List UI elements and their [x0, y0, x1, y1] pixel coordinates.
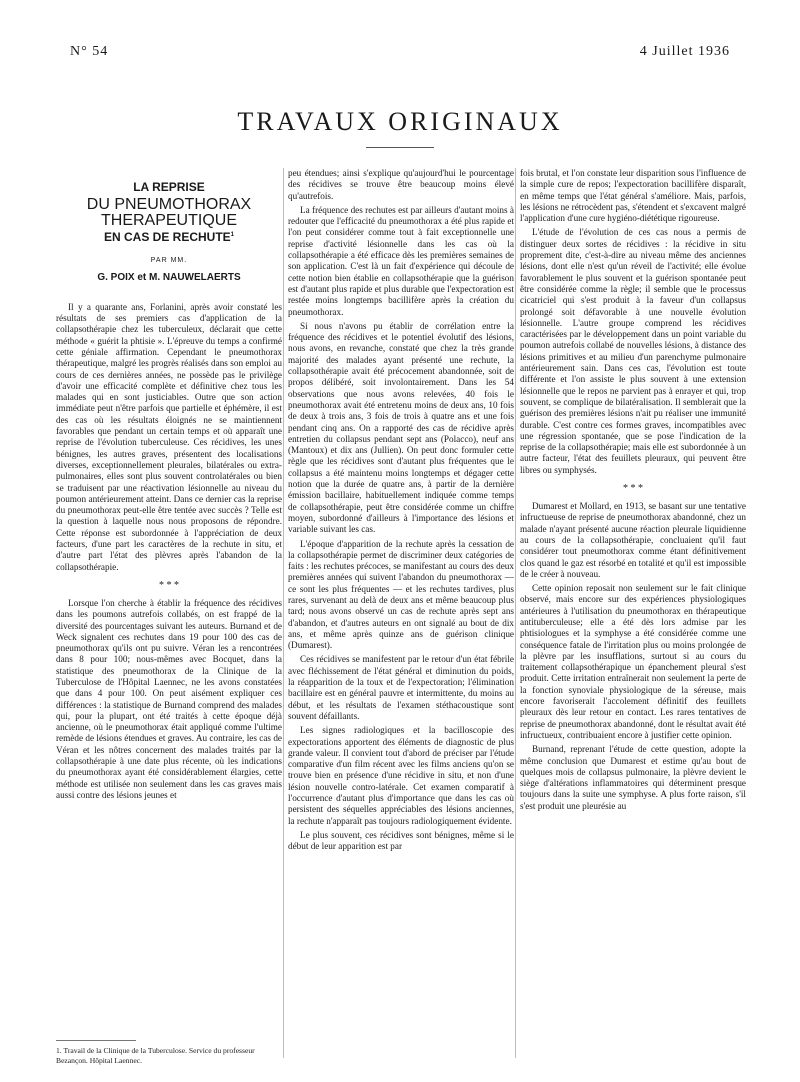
paragraph: fois brutal, et l'on constate leur disparition sous l'influence de la simple cure de repos; l'expectoration bacillifère disparaît, en même temps que l'état général s'améliore. Mais, parfois, les lésions ne rétrocèdent pas, s'étendent et s'excavent malgré l'application d'une cure hygiéno-diététique rigoureuse. — [520, 168, 746, 224]
footnote: 1. Travail de la Clinique de la Tuberculose. Service du professeur Bezançon. Hôpital Laennec. — [56, 1046, 255, 1065]
issue-number: N° 54 — [70, 44, 109, 59]
paragraph: Lorsque l'on cherche à établir la fréquence des récidives dans les poumons autrefois collabés, on est frappé de la diversité des pourcentages suivant les auteurs. Burnand et de Weck signalent ces rechutes dans 19 pour 100 des cas de pneumothorax qu'ils ont pu suivre. Véran les a rencontrées dans 8 pour 100; nous-mêmes avec Bocquet, dans la statistique des pneumothorax de la Clinique de la Tuberculose de l'Hôpital Laennec, ne les avons constatées que dans 4 pour 100. On peut aisément expliquer ces différences : la statistique de Burnand comprend des malades qui, pour la plupart, ont été traités à cette époque déjà ancienne, où le pneumothorax était appliqué comme l'ultime remède de lésions étendues et graves. Au contraire, les cas de Véran et les nôtres concernent des malades traités par la collapsothérapie à une date plus récente, où les indications du pneumothorax ayant été considérablement élargies, cette méthode est utilisée non seulement dans les cas graves mais aussi contre des lésions jeunes et — [56, 597, 282, 800]
column-1 — [56, 182, 282, 1042]
article-title-line: LA REPRISE — [133, 182, 205, 194]
column-divider — [283, 168, 284, 1058]
paragraph: Les signes radiologiques et la bacilloscopie des expectorations apportent des éléments de diagnostic de plus grande valeur. Il convient tout d'abord de préciser par l'étude comparative d'un film récent avec les films anciens qu'on se trouve bien en présence d'une récidive in situ, et non d'une lésion nouvelle contro-latérale. Cet examen comparatif à l'occurrence d'autant plus d'importance que dans les cas où persistent des séquelles appréciables des lésions anciennes, la rechute n'apparaît pas toujours radiologiquement évidente. — [288, 725, 514, 826]
paragraph: Cette opinion reposait non seulement sur le fait clinique observé, mais encore sur des expériences physiologiques antérieures à l'utilisation du pneumothorax en thérapeutique antituberculeuse; elle a été dès lors admise par les phtisiologues et la symphyse a été considérée comme une conséquence fatale de l'irritation plus ou moins prolongée de la plèvre par les insufflations, surtout si au cours du traitement collapsothérapique un épanchement pleural s'est produit. Cette irritation entraînerait non seulement la perte de la fonction synoviale physiologique de la séreuse, mais encore favoriserait l'accolement définitif des feuillets pleuraux dès leur retour en contact. Les rares tentatives de reprise de pneumothorax abandonné, dont le résultat avait été infructueux, contribuaient encore à justifier cette opinion. — [520, 583, 746, 740]
article-title-line: DU PNEUMOTHORAX — [86, 196, 252, 214]
paragraph: Si nous n'avons pu établir de corrélation entre la fréquence des récidives et le potentiel évolutif des lésions, nous avons, en revanche, constaté que chez la très grande majorité des malades ayant présenté une rechute, la collapsothérapie avait été précocement abandonnée, soit de propos délibéré, soit involontairement. Dans les 54 observations que nous avons relevées, 40 fois le pneumothorax avait été entretenu moins de deux ans, 10 fois de deux à trois ans, 3 fois de trois à quatre ans et une fois pendant cinq ans. On a rapporté des cas de récidive après entretien du collapsus pendant sept ans (Polacco), neuf ans (Mantoux) et dix ans (Jullien). On peut donc formuler cette règle que les récidives sont d'autant plus fréquentes que le collapsus a été maintenu moins longtemps et dégager cette notion que la durée de quatre ans, à partir de la dernière émission bacillaire, habituellement indiquée comme temps de collapsothérapie, peut être considérée comme un chiffre moyen, subordonné d'ailleurs à l'importance des lésions et variable suivant les cas. — [288, 320, 514, 535]
column-3 — [520, 168, 746, 1054]
paragraph: L'époque d'apparition de la rechute après la cessation de la collapsothérapie permet de discriminer deux catégories de faits : les rechutes précoces, se manifestant au cours des deux premières années qui suivent l'abandon du pneumothorax — ce sont les plus fréquentes — et les rechutes tardives, plus rares, survenant au delà de deux ans et même beaucoup plus tard; nous avons observé un cas de rechute après sept ans d'abandon, et d'autres auteurs en ont signalé au bout de dix ans, et même après quinze ans de guérison clinique (Dumarest). — [288, 538, 514, 651]
article-heading — [56, 182, 282, 284]
paragraph: Burnand, reprenant l'étude de cette question, adopte la même conclusion que Dumarest et estime qu'au bout de quelques mois de collapsus pulmonaire, la plèvre devient le siège d'altérations inflammatoires qui déterminent presque toujours dans la suite une symphyse. A plus forte raison, s'il s'est produit une pleurésie au — [520, 744, 746, 811]
column-divider — [515, 168, 516, 1058]
authors: G. POIX et M. NAUWELAERTS — [97, 272, 241, 284]
paragraph: Ces récidives se manifestent par le retour d'un état fébrile avec fléchissement de l'état général et diminution du poids, la réapparition de la toux et de l'expectoration; l'élimination bacillaire est en général pauvre et intermittente, du moins au début, et les résultats de l'examen stéthacoustique sont souvent défaillants. — [288, 654, 514, 721]
article-title-line: EN CAS DE RECHUTE$^1$ — [103, 229, 235, 244]
section-separator: * * * — [159, 579, 179, 591]
column-2 — [288, 168, 514, 1054]
paragraph: Le plus souvent, ces récidives sont bénignes, même si le début de leur apparition est par — [288, 829, 514, 852]
footnote-divider — [56, 1040, 136, 1041]
byline: PAR MM. — [150, 257, 188, 265]
paragraph: La fréquence des rechutes est par ailleurs d'autant moins à redouter que l'efficacité du pneumothorax a été plus rapide et l'on peut considérer comme tout à fait exceptionnelle une reprise d'activité lésionnelle dans les cas où la collapsothérapie a été efficace dès les premières semaines de son application. C'est là un fait d'expérience qui découle de cette notion bien établie en collapsothérapie que la guérison est d'autant plus rapide et plus durable que l'expectoration est restée moins longtemps bacillifère après la création du pneumothorax. — [288, 204, 514, 317]
paragraph: Il y a quarante ans, Forlanini, après avoir constaté les résultats de ses premiers cas d'application de la collapsothérapie chez les tuberculeux, déclarait que cette méthode « guérit la phtisie ». L'épreuve du temps a confirmé cette géniale affirmation. Cependant le pneumothorax thérapeutique, malgré les progrès réalisés dans son emploi au cours de ces dernières années, ne possède pas le privilège d'avoir une efficacité complète et définitive chez tous les malades qui en sont justiciables. Outre que son action immédiate peut n'être parfois que partielle et éphémère, il est des cas où les résultats éloignés ne se maintiennent favorables que pendant un certain temps et où apparaît une reprise de l'évolution tuberculeuse. Ces récidives, les unes bénignes, les autres graves, présentent des localisations diverses, exceptionnellement pleurales, bilatérales ou extra-pulmonaires, elles sont plus souvent controlatérales ou bien se traduisent par une réactivation lésionnelle au niveau du poumon antérieurement atteint. Dans ce dernier cas la reprise du pneumothorax peut-elle être tentée avec succès ? Telle est la question à laquelle nous nous proposons de répondre. Cette réponse est subordonnée à l'appréciation de deux facteurs, d'une part les caractères de la rechute in situ, et d'autre part l'état des plèvres après l'abandon de la collapsothérapie. — [56, 301, 282, 572]
issue-date: 4 Juillet 1936 — [639, 44, 730, 59]
paragraph: L'étude de l'évolution de ces cas nous a permis de distinguer deux sortes de récidives : la récidive in situ proprement dite, c'est-à-dire au niveau même des anciennes lésions, dont elle n'est qu'un réveil de l'activité; elle évolue favorablement le plus souvent et la guérison spontanée peut être considérée comme la règle; il semble que le processus cicatriciel qui s'est produit à la faveur d'un collapsus prolongé soit défavorable à une nouvelle évolution lésionnelle. L'autre groupe comprend les récidives caractérisées par le développement dans un point variable du poumon autrefois collabé de nouvelles lésions, à distance des lésions primitives et au milieu d'un parenchyme pulmonaire antérieurement sain. Dans ces cas, l'évolution est toute différente et l'on assiste le plus souvent à une extension lésionnelle que le repos ne parvient pas à enrayer et qui, trop souvent, se complique de bilatéralisation. Il semblerait que la guérison des premières lésions n'ait pu réaliser une immunité durable. C'est contre ces formes graves, incompatibles avec une régression spontanée, que se pose l'indication de la reprise de la collapsothérapie; mais elle est subordonnée à un autre facteur, l'état des feuillets pleuraux, qui peuvent être libres ou symphysés. — [520, 227, 746, 475]
paragraph: Dumarest et Mollard, en 1913, se basant sur une tentative infructueuse de reprise de pneumothorax abandonné, chez un malade n'ayant présenté aucune réaction pleurale liquidienne au cours de la collapsothérapie, concluaient qu'il faut considérer tout pneumothorax comme étant définitivement clos quand le gaz est résorbé en totalité et qu'il est impossible de le créer à nouveau. — [520, 501, 746, 579]
article-title-line: THERAPEUTIQUE — [100, 211, 237, 229]
title-divider — [366, 147, 434, 148]
section-separator: * * * — [623, 483, 643, 495]
paragraph: peu étendues; ainsi s'explique qu'aujourd'hui le pourcentage des récidives se trouve être beaucoup moins élevé qu'autrefois. — [288, 168, 514, 201]
section-title: TRAVAUX ORIGINAUX — [237, 107, 563, 136]
footnote-mark: 1 — [230, 231, 235, 238]
